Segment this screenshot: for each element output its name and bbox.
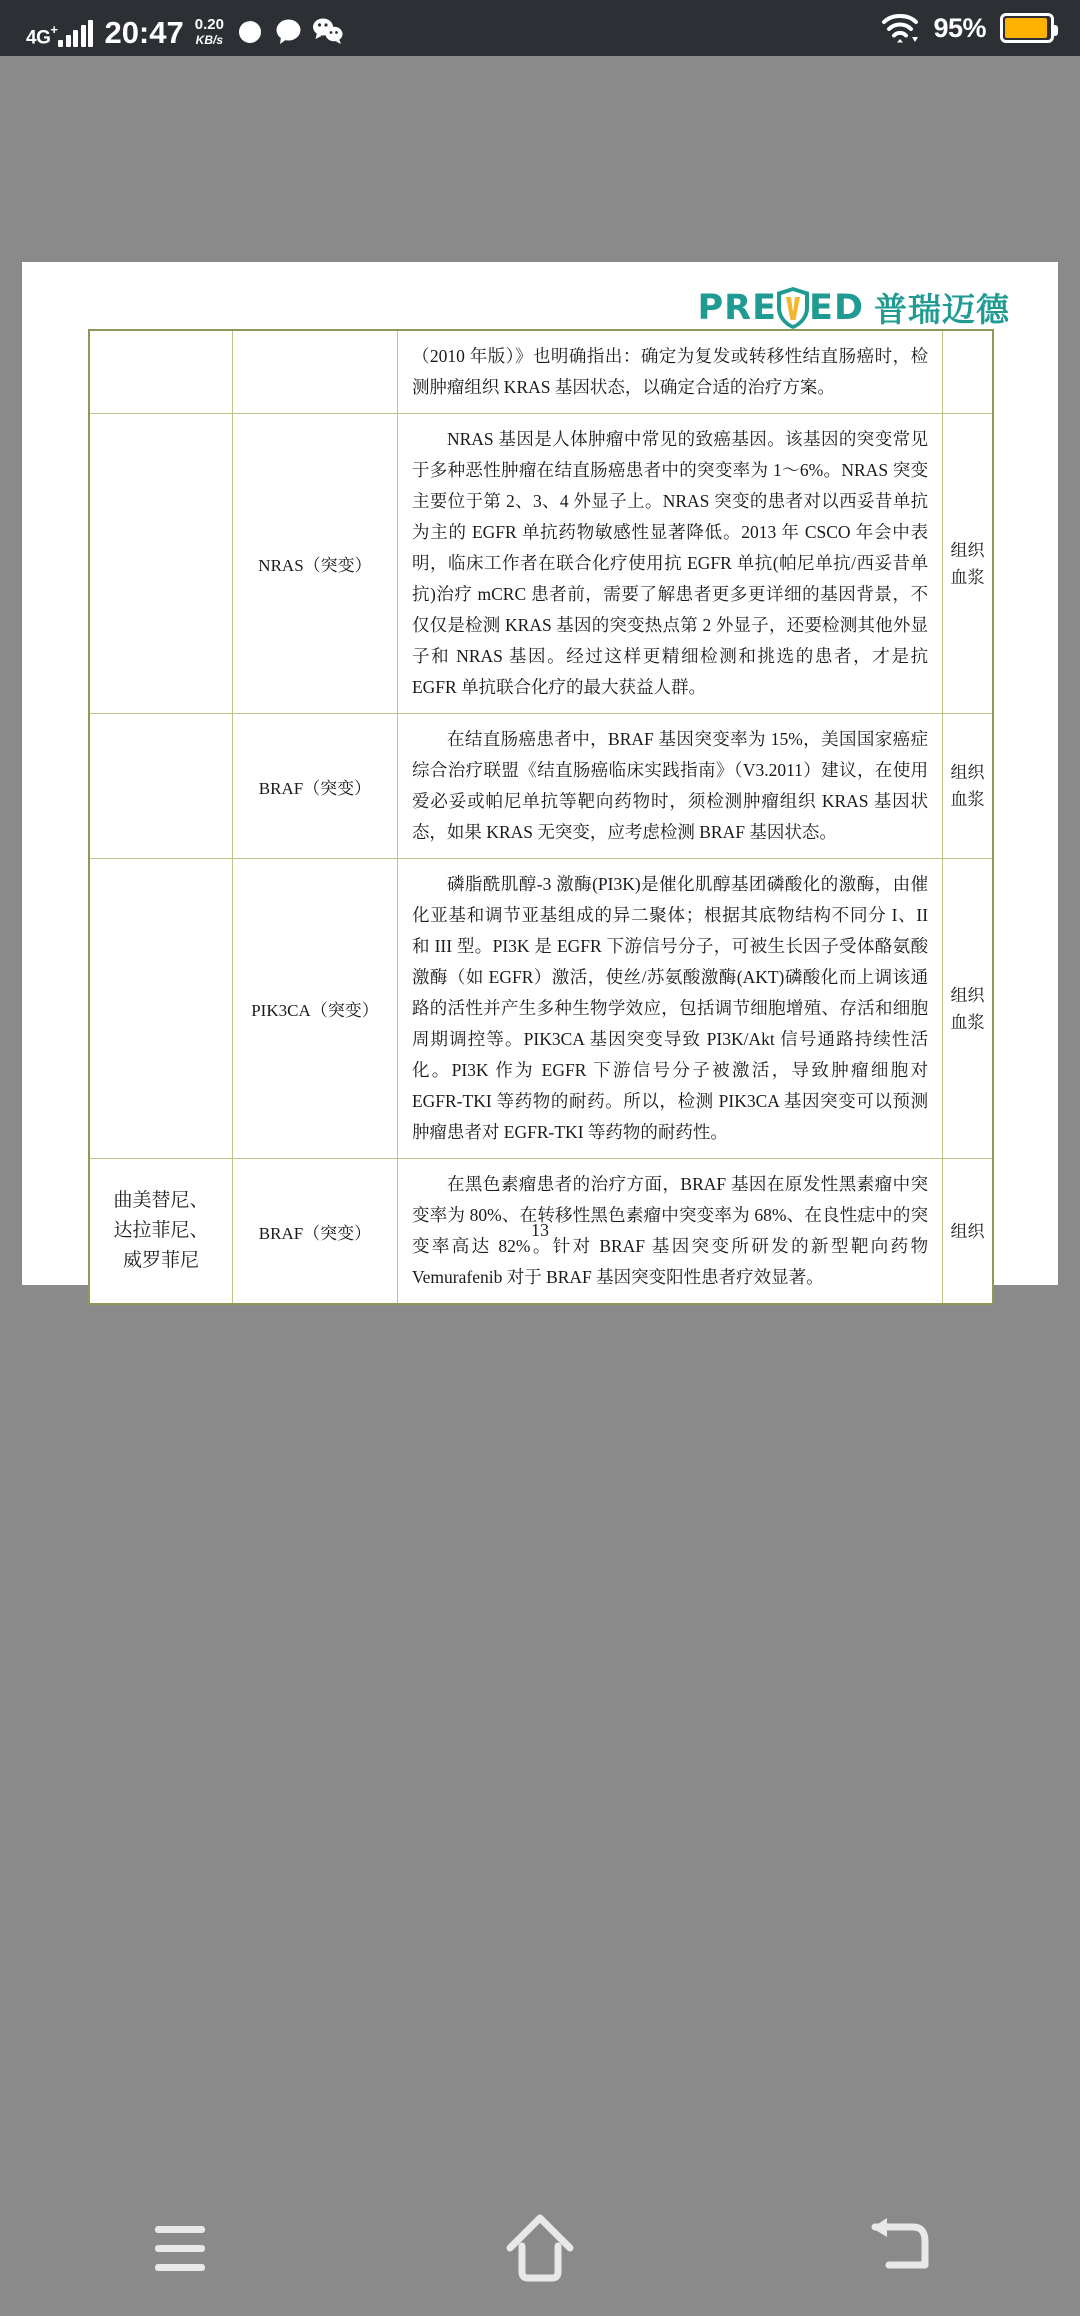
- signal-strength-icon: [58, 21, 93, 47]
- network-speed-value: 0.20: [194, 16, 224, 33]
- cell-description: NRAS 基因是人体肿瘤中常见的致癌基因。该基因的突变常见于多种恶性肿瘤在结直肠癌患者中的突变率为 1～6%。NRAS 突变主要位于第 2、3、4 外显子上。NRAS 突变的患者对以西妥昔单抗为主的 EGFR 单抗药物敏感性显著降低。2013 年 CSCO 年会中表明，临床工作者在联合化疗使用抗 EGFR 单抗(帕尼单抗/西妥昔单抗)治疗 mCRC 患者前，需要了解患者更多更详细的基因背景，不仅仅是检测 KRAS 基因的突变热点第 2 外显子，还要检测其他外显子和 NRAS 基因。经过这样更精细检测和挑选的患者，才是抗 EGFR 单抗联合化疗的最大获益人群。: [397, 414, 942, 714]
- system-navigation-bar: [0, 2180, 1080, 2316]
- signal-bars-icon: [26, 9, 93, 47]
- cell-gene: [233, 330, 398, 414]
- table-row: [89, 859, 993, 1159]
- cell-drug: [89, 414, 233, 714]
- cell-description: 磷脂酰肌醇-3 激酶(PI3K)是催化肌醇基团磷酸化的激酶，由催化亚基和调节亚基组成的异二聚体；根据其底物结构不同分 I、II 和 III 型。PI3K 是 EGFR 下游信号分子，可被生长因子受体酪氨酸激酶（如 EGFR）激活，使丝/苏氨酸激酶(AKT)磷酸化而上调该通路的活性并产生多种生物学效应，包括调节细胞增殖、存活和细胞周期调控等。PIK3CA 基因突变导致 PI3K/Akt 信号通路持续性活化。PI3K 作为 EGFR 下游信号分子被激活，导致肿瘤细胞对 EGFR-TKI 等药物的耐药。所以，检测 PIK3CA 基因突变可以预测肿瘤患者对 EGFR-TKI 等药物的耐药性。: [397, 859, 942, 1159]
- gene-detection-table: [88, 329, 994, 1305]
- cell-specimen: 组织 血浆: [943, 859, 993, 1159]
- table-row: [89, 714, 993, 859]
- back-arrow-icon: [867, 2213, 933, 2283]
- network-type-label: 4G+: [26, 21, 58, 48]
- cell-gene: BRAF（突变）: [233, 1159, 398, 1305]
- logo-chinese-name: 普瑞迈德: [874, 291, 1010, 328]
- hamburger-menu-icon: [155, 2226, 205, 2271]
- wechat-icon: [312, 17, 344, 45]
- status-bar-left: [26, 9, 344, 50]
- cell-drug: [89, 714, 233, 859]
- cell-gene: NRAS（突变）: [233, 414, 398, 714]
- wifi-icon: [881, 13, 919, 43]
- logo-text-right: ED: [809, 287, 864, 328]
- cell-specimen: 组织 血浆: [943, 414, 993, 714]
- page-number: 13: [531, 1220, 549, 1240]
- cell-drug: [89, 859, 233, 1159]
- premed-logo: [698, 284, 1010, 331]
- back-button[interactable]: [830, 2198, 970, 2298]
- notification-tray-icons: [235, 16, 344, 46]
- table-row: [89, 330, 993, 414]
- cell-description: （2010 年版）》也明确指出：确定为复发或转移性结直肠癌时，检测肿瘤组织 KRAS 基因状态，以确定合适的治疗方案。: [397, 330, 942, 414]
- home-icon: [504, 2210, 576, 2286]
- battery-icon: [1000, 13, 1054, 43]
- logo-text-left: PRE: [697, 287, 778, 328]
- cell-description: 在黑色素瘤患者的治疗方面，BRAF 基因在原发性黑素瘤中突变率为 80%、在转移性黑色素瘤中突变率为 68%、在良性痣中的突变率高达 82%。针对 BRAF 基因突变所研发的新型靶向药物 Vemurafenib 对于 BRAF 基因突变阳性患者疗效显著。: [397, 1159, 942, 1305]
- cell-description: 在结直肠癌患者中，BRAF 基因突变率为 15%，美国国家癌症综合治疗联盟《结直肠癌临床实践指南》（V3.2011）建议，在使用爱必妥或帕尼单抗等靶向药物时，须检测肿瘤组织 KRAS 基因状态，如果 KRAS 无突变，应考虑检测 BRAF 基因状态。: [397, 714, 942, 859]
- network-speed-indicator: [195, 17, 224, 46]
- table-row: [89, 414, 993, 714]
- battery-fill: [1005, 18, 1047, 38]
- browser-icon: [235, 16, 265, 46]
- cell-specimen: 组织: [943, 1159, 993, 1305]
- message-bubble-icon: [274, 17, 303, 46]
- cell-specimen: [943, 330, 993, 414]
- network-speed-unit: KB/s: [195, 33, 224, 47]
- status-bar: [0, 0, 1080, 56]
- cell-gene: BRAF（突变）: [233, 714, 398, 859]
- cell-drug: 曲美替尼、 达拉菲尼、 威罗菲尼: [89, 1159, 233, 1305]
- document-header: [698, 284, 1010, 331]
- shield-logo-icon: [775, 286, 811, 330]
- document-page[interactable]: [22, 262, 1058, 1285]
- home-button[interactable]: [470, 2198, 610, 2298]
- cell-drug: [89, 330, 233, 414]
- status-bar-right: [881, 13, 1054, 44]
- cell-specimen: 组织 血浆: [943, 714, 993, 859]
- battery-percentage-label: 95%: [933, 12, 986, 43]
- clock-label: 20:47: [104, 15, 184, 50]
- menu-button[interactable]: [110, 2198, 250, 2298]
- cell-gene: PIK3CA（突变）: [233, 859, 398, 1159]
